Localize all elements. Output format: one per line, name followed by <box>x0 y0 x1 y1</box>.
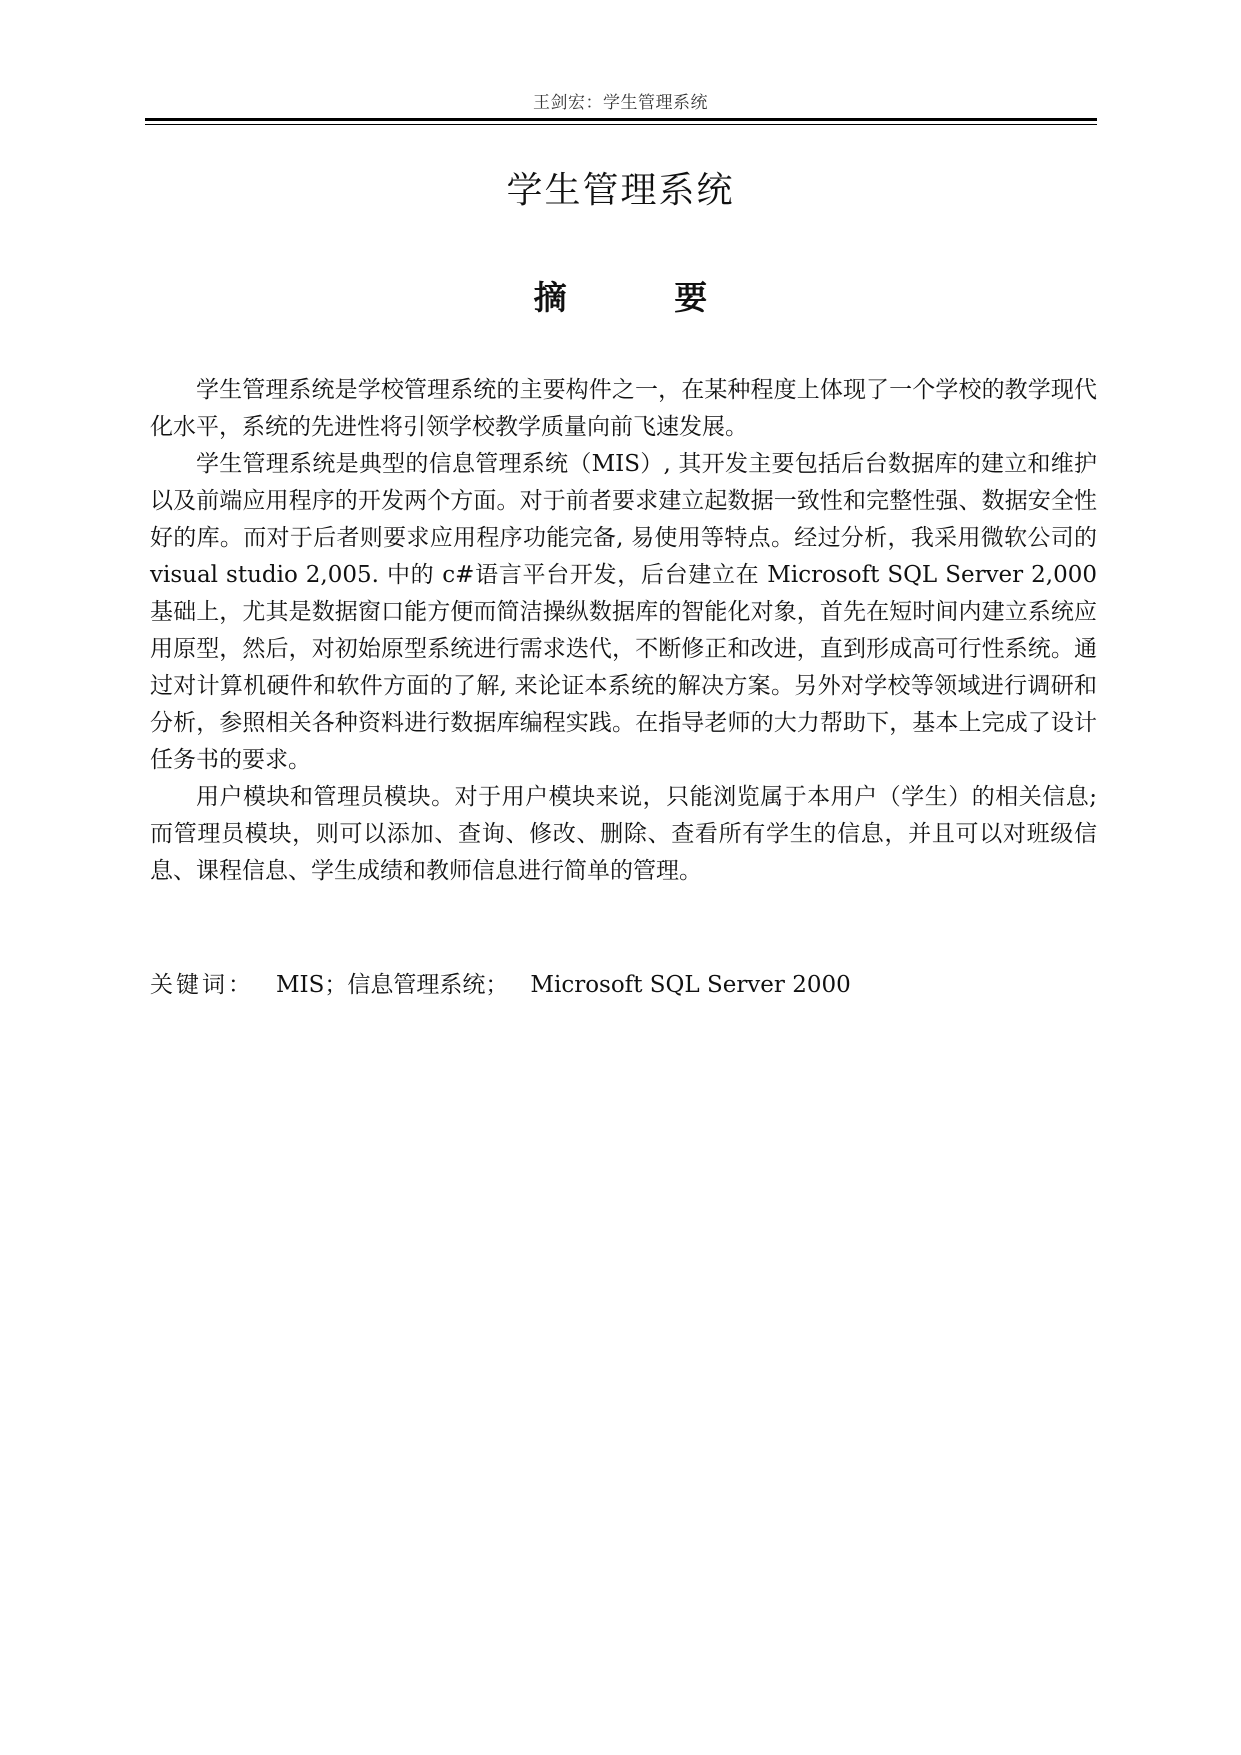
header-rule-thick <box>145 118 1097 121</box>
header-rule-thin <box>145 124 1097 125</box>
document-title: 学生管理系统 <box>506 170 735 211</box>
abstract-paragraph-1: 学生管理系统是学校管理系统的主要构件之一，在某种程度上体现了一个学校的教学现代化水平，系统的先进性将引领学校教学质量向前飞速发展。 <box>150 377 1097 440</box>
abstract-paragraph-2: 学生管理系统是典型的信息管理系统（MIS）, 其开发主要包括后台数据库的建立和维护以及前端应用程序的开发两个方面。对于前者要求建立起数据一致性和完整性强、数据安全性好的库。而对于后者则要求应用程序功能完备, 易使用等特点。经过分析，我采用微软公司的 visual studio 2,005. 中的 c#语言平台开发，后台建立在 Microsoft SQL Server 2,000 基础上，尤其是数据窗口能方便而简洁操纵数据库的智能化对象，首先在短时间内建立系统应用原型，然后，对初始原型系统进行需求迭代，不断修正和改进，直到形成高可行性系统。通过对计算机硬件和软件方面的了解, 来论证本系统的解决方案。另外对学校等领域进行调研和分析，参照相关各种资料进行数据库编程实践。在指导老师的大力帮助下，基本上完成了设计任务书的要求。 <box>150 451 1097 773</box>
running-header: 王剑宏：学生管理系统 <box>533 93 708 113</box>
keyword-item: Microsoft SQL Server 2000 <box>530 972 851 998</box>
keywords-line <box>150 967 1097 1004</box>
keyword-item: MIS；信息管理系统； <box>276 972 509 998</box>
abstract-heading: 摘 要 <box>533 278 756 317</box>
abstract-body <box>150 372 1097 890</box>
keywords-label: 关键词： <box>150 972 254 998</box>
abstract-paragraph-3: 用户模块和管理员模块。对于用户模块来说，只能浏览属于本用户（学生）的相关信息; 而管理员模块，则可以添加、查询、修改、删除、查看所有学生的信息，并且可以对班级信息、课程信息、学生成绩和教师信息进行简单的管理。 <box>150 784 1097 884</box>
